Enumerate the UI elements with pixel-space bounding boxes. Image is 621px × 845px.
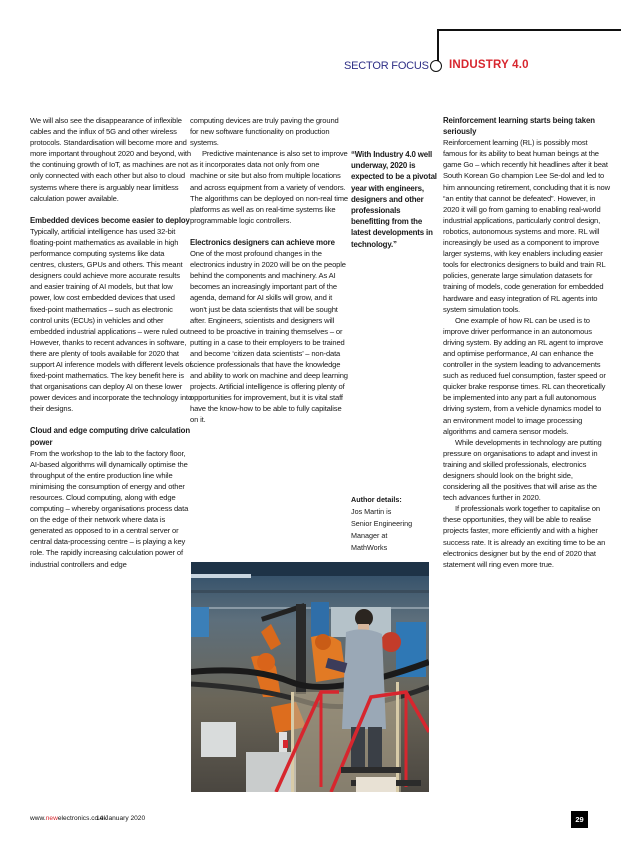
section-label: SECTOR FOCUS [344, 60, 429, 72]
article-column-1 [30, 115, 192, 570]
header-rule-horizontal [437, 29, 621, 31]
paragraph: One example of how RL can be used is to improve driver performance in an autonomous driving system. By adding an RL agent to improve and optimise performance, AI can enhance the controller in the system leading to advancements such as reduced fuel consumption, faster speed or quicker brake response times. RL can theoretically be implemented into any part a full autonomous driving system, from a vehicle dynamics model to an environment model to image processing algorithms and camera sensor models. [443, 315, 606, 436]
paragraph: Typically, artificial intelligence has used 32-bit floating-point mathematics as available in high performance computing systems like data centres, clusters, GPUs and others. This meant designers could achieve more accurate results and easier training of AI models, but that low power, low cost embedded devices that used fixed-point mathematics – such as electronic control units (ECUs) in vehicles and other embedded industrial applications – were ruled out. However, thanks to recent advances in software, there are plenty of tools available for 2020 that support AI inference models with different levels of fixed-point mathematics. The key benefit here is that organisations can deploy AI on these lower power devices and incorporate the technology into their designs. [30, 226, 192, 414]
topic-label: INDUSTRY 4.0 [449, 59, 529, 71]
subheading: Embedded devices become easier to deploy [30, 215, 190, 225]
author-details [351, 494, 439, 554]
page-number: 29 [571, 811, 588, 828]
article-column-2 [190, 115, 348, 426]
paragraph: Reinforcement learning (RL) is possibly most famous for its ability to beat human beings at the game Go – which recently hit headlines after it beat South Korean Go champion Lee Se-dol and led to him announcing retirement, concluding that it is now “an entity that cannot be defeated”. However, in 2020 it will go from gaming to enabling real-world industrial applications, particularly control design, robotics, autonomous systems and more. RL will increasingly be used as a component to improve larger systems, with key enablers including easier tools for electronics designers to build and train RL policies, generate large simulation datasets for training of models, code generation for embedded hardware and easy integration of RL agents into system simulation tools. [443, 138, 610, 314]
paragraph: One of the most profound changes in the electronics industry in 2020 will be on the people behind the components and machinery. As AI becomes an increasingly important part of the agenda, demand for AI skills will grow, and it won't just be data scientists that will be sought after. Engineers, scientists and designers will need to be proactive in training themselves – or putting in a case to their employers to be trained and become ‘citizen data scientists’ – non-data science professionals that have the knowledge and ability to work on machine and deep learning projects. Artificial intelligence is offering plenty of opportunities for improvement, but it is vital staff have the know-how to be able to fully capitalise on it. [190, 249, 348, 425]
article-column-4 [443, 115, 611, 570]
url-brand: new [45, 815, 58, 822]
paragraph: From the workshop to the lab to the factory floor, AI-based algorithms will dynamically optimise the throughput of the entire production line while minimising the consumption of energy and other resources. Cloud computing, along with edge computing – whereby organisations process data on the edge of their network where data is generated as opposed to in a central server or central data-processing centre – is playing a key role. The rapidly increasing calculation power of industrial controllers and edge [30, 448, 189, 569]
paragraph: We will also see the disappearance of inflexible cables and the influx of 5G and other wireless protocols. Standardisation will become more and more important throughout 2020 and beyond, with the continuing growth of IoT, as machines are not only connected with each other but also to cloud systems where there is arguably near limitless calculation power available. [30, 116, 191, 203]
pull-quote-column [351, 149, 439, 250]
subheading: Cloud and edge computing drive calculation power [30, 426, 190, 447]
author-line: Manager at [351, 531, 388, 540]
author-label: Author details: [351, 495, 402, 504]
circle-icon [430, 60, 442, 72]
paragraph: While developments in technology are putting pressure on organisations to adapt and invest in training and skilled professionals, electronics designers should look on the bright side, considering all the positives that will arise as the tech advances further in 2020. [443, 437, 602, 503]
subheading: Electronics designers can achieve more [190, 237, 335, 247]
author-line: MathWorks [351, 543, 388, 552]
author-line: Jos Martin is [351, 507, 392, 516]
factory-photo [191, 562, 429, 792]
paragraph: computing devices are truly paving the ground for new software functionality on production systems. [190, 116, 339, 148]
subheading: Reinforcement learning starts being taken seriously [443, 116, 595, 137]
url-suffix: electronics.co.uk [57, 815, 107, 822]
factory-photo-illustration [191, 562, 429, 792]
paragraph: Predictive maintenance is also set to improve as it incorporates data not only from one machine or site but also from multiple locations and across equipment from a variety of vendors. The algorithms can be deployed on non-real time platforms as well as on real-time systems like programmable logic controllers. [190, 149, 348, 225]
paragraph: If professionals work together to capitalise on these opportunities, they will be able to realise projects faster, more efficiently and with a higher success rate. It is already an exciting time to be an electronics designer but by the end of 2020 that statement will ring even more true. [443, 504, 606, 569]
issue-date: 14 January 2020 [96, 815, 146, 822]
author-line: Senior Engineering [351, 519, 413, 528]
url-prefix: www. [30, 815, 46, 822]
pull-quote: “With Industry 4.0 well underway, 2020 is expected to be a pivotal year with engineers, designers and other professionals benefitting from the latest developments in technology.” [351, 150, 437, 249]
